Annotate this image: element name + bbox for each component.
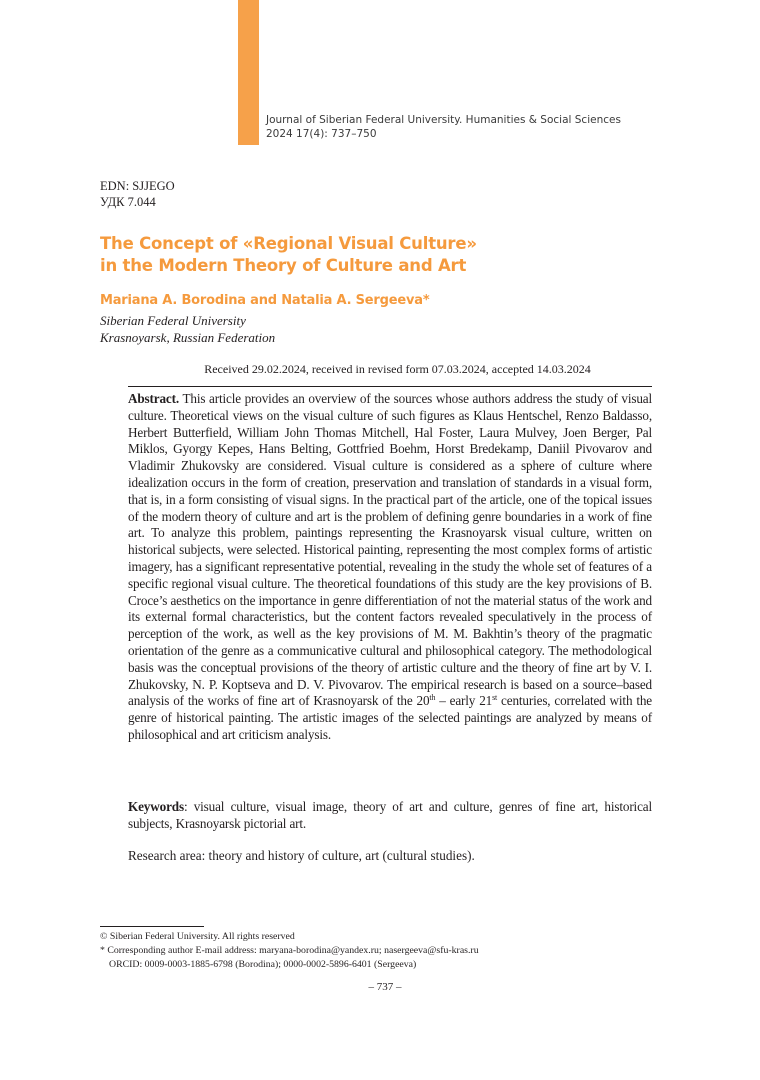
journal-name: Journal of Siberian Federal University. Humanities & Social Sciences: [266, 114, 621, 126]
abstract-text-2: – early 21: [435, 693, 493, 709]
author-names: Mariana A. Borodina and Natalia A. Sergeeva*: [100, 293, 430, 308]
udk-code: УДК 7.044: [100, 195, 156, 209]
identifiers: [100, 178, 175, 210]
keywords: [128, 799, 652, 833]
abstract: [128, 391, 652, 744]
page-number: – 737 –: [368, 981, 402, 993]
orcid-note: ORCID: 0009-0003-1885-6798 (Borodina); 0000-0002-5896-6401 (Sergeeva): [109, 959, 417, 970]
journal-accent-bar: [238, 0, 259, 145]
keywords-text: : visual culture, visual image, theory of art and culture, genres of fine art, historical subjects, Krasnoyarsk pictorial art.: [128, 799, 652, 831]
received-dates: Received 29.02.2024, received in revised form 07.03.2024, accepted 14.03.2024: [204, 362, 591, 376]
affiliation-university: Siberian Federal University: [100, 313, 246, 328]
title-line-2: in the Modern Theory of Culture and Art: [100, 256, 467, 275]
research-area: Research area: theory and history of culture, art (cultural studies).: [128, 848, 475, 863]
title-line-1: The Concept of «Regional Visual Culture»: [100, 234, 477, 253]
article-title: [100, 233, 477, 277]
abstract-sup-th: th: [429, 693, 436, 703]
edn-code: EDN: SJJEGO: [100, 179, 175, 193]
footnotes: [100, 930, 479, 972]
abstract-sup-st: st: [492, 693, 498, 703]
abstract-text-3: centuries, correlated with the genre of historical painting. The artistic images of the selected paintings are analyzed by means of philosophical and art criticism analysis.: [128, 693, 652, 742]
affiliation: [100, 312, 275, 346]
corresponding-author-note: * Corresponding author E-mail address: maryana-borodina@yandex.ru; nasergeeva@sfu-kras.ru: [100, 945, 479, 956]
affiliation-location: Krasnoyarsk, Russian Federation: [100, 330, 276, 345]
abstract-label: Abstract.: [128, 391, 180, 406]
keywords-label: Keywords: [128, 799, 184, 814]
journal-header: [266, 113, 621, 141]
journal-volume: 2024 17(4): 737–750: [266, 128, 377, 140]
copyright-note: © Siberian Federal University. All rights reserved: [100, 931, 295, 942]
abstract-text-1: This article provides an overview of the sources whose authors address the study of visual culture. Theoretical views on the visual culture of such figures as Klaus Hentschel, Renzo Baldasso, Herbert Butterfield, William John Thomas Mitchell, Hal Foster, Laura Mulvey, Joen Berger, Pal Miklos, Gyorgy Kepes, Hans Belting, Gottfried Boehm, Horst Bredekamp, Daniil Pivovarov and Vladimir Zhukovsky are considered. Visual culture is considered as a sphere of culture where idealization occurs in the form of creation, preservation and translation of standards in a visual form, that is, in a form consisting of visual signs. In the practical part of the article, one of the topical issues of the modern theory of culture and art is the problem of defining genre boundaries in a work of fine art. To analyze this problem, paintings representing the Krasnoyarsk visual culture, written on historical subjects, were selected. Historical painting, representing the most complex forms of artistic imagery, has a significant representative potential, revealing in the study the whole set of features of a specific regional visual culture. The theoretical foundations of this study are the key provisions of B. Croce’s aesthetics on the importance in genre differentiation of not the material status of the work and its external formal characteristics, but the content factors revealed speculatively in the process of perception of the work, as well as the key provisions of M. M. Bakhtin’s theory of the pragmatic orientation of the genre as a communicative cultural and philosophical category. The methodological basis was the conceptual provisions of the theory of artistic culture and the theory of fine art by V. I. Zhukovsky, N. P. Koptseva and D. V. Pivovarov. The empirical research is based on a source–based analysis of the works of fine art of Krasnoyarsk of the 20: [128, 391, 652, 709]
footnote-divider: [100, 926, 204, 927]
abstract-divider: [128, 386, 652, 387]
